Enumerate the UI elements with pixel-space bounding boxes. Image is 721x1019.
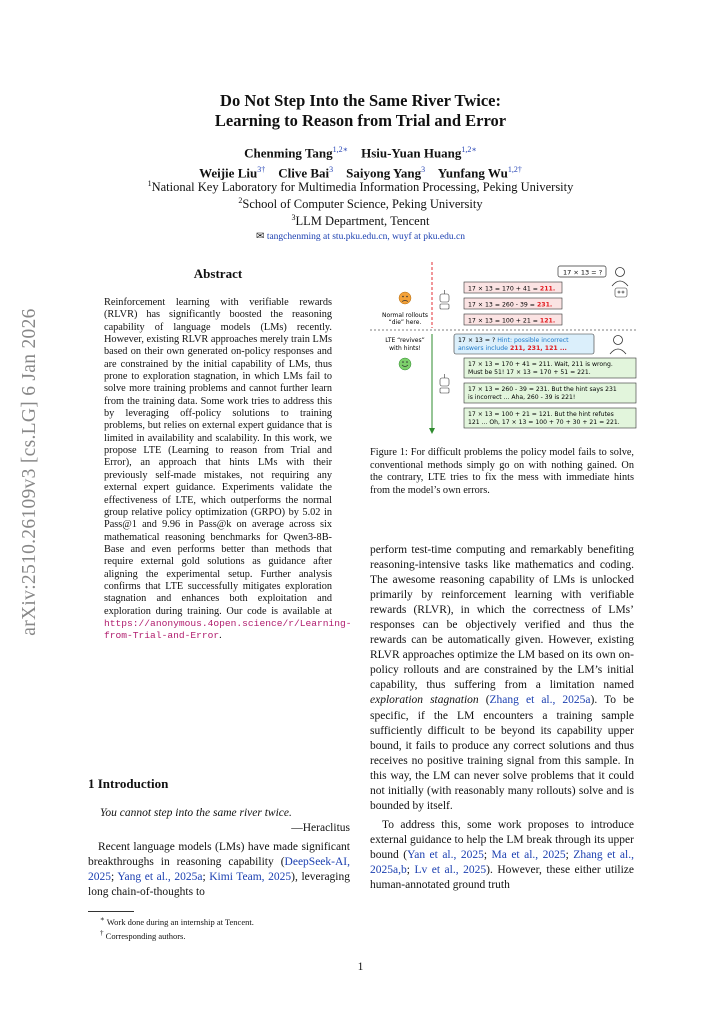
revived-rollouts [464, 358, 636, 428]
normal-label-1: Normal rollouts [382, 312, 428, 319]
question-text: 17 × 13 = ? [563, 268, 603, 277]
author-sup: 3 [329, 165, 334, 175]
affiliation-3 [0, 210, 721, 229]
arxiv-id: arXiv:2510.26109v3 [cs.LG] 6 Jan 2026 [19, 308, 40, 636]
figure-caption: Figure 1: For difficult problems the policy model fails to solve, conventional methods simply go on with nothing gained. On the contrary, LTE tries to fix the mess with immediate hints from the model’s own errors. [370, 447, 634, 496]
svg-text:17 × 13 = 100 + 21 = 121. But: 17 × 13 = 100 + 21 = 121. But the hint refutes [468, 411, 614, 418]
section-heading: 1 Introduction [88, 776, 169, 791]
intro-text: ), leveraging long chain-of-thoughts to [88, 871, 351, 898]
citation-link[interactable]: DeepSeek-AI, 2025 [88, 856, 350, 883]
epigraph [88, 806, 350, 836]
title-line-1: Do Not Step Into the Same River Twice: [220, 91, 501, 110]
abstract-body: Reinforcement learning with verifiable rewards (RLVR) has significantly boosted the reasoning capability of language models (LMs) recently. However, existing RLVR approaches merely train LMs based on their own generated on-policy responses and are constrained by the initial capability of LMs, thus prone to exploration stagnation, in which LMs fail to solve more training problems and cannot further learn from the training data. Some work tries to address this by leveraging off-policy solutions to training problems, but relies on external expert guidance that is limited in availability and scalability. In this work, we propose LTE (Learning to reason from Trial and Error), an approach that hints LMs with their previously self-made mistakes, not requiring any external expert guidance. Experiments validate the effectiveness of LTE, which outperforms the normal group relative policy optimization (GRPO) by 5.02 in Pass@1 and 9.96 in Pass@k on average across six mathematical reasoning benchmarks for Qwen3-8B-Base and even performs better than methods that require external gold solutions as guidance after aligning the experimental setup. Further analysis confirms that LTE successfully mitigates exploration stagnation and enhances both exploitation and exploration during training. Our code is available at https://anonymous.4open.science/r/Learning-from-Trial-and-Error. [104, 297, 352, 642]
affiliation-text: National Key Laboratory for Multimedia Information Processing, Peking University [151, 180, 574, 195]
arxiv-sidebar [8, 262, 52, 682]
author-name: Saiyong Yang [346, 165, 422, 181]
author-name: Chenming Tang [244, 145, 333, 161]
epigraph-text: You cannot step into the same river twice. [100, 807, 292, 819]
citation-link[interactable]: Lv et al., 2025 [414, 863, 487, 876]
affiliation-text: School of Computer Science, Peking University [242, 197, 483, 212]
author-name: Hsiu-Yuan Huang [361, 145, 462, 161]
epigraph-author: —Heraclitus [291, 822, 350, 834]
abstract-heading: Abstract [193, 266, 243, 281]
citation-link[interactable]: Yang et al., 2025a [117, 871, 203, 883]
intro-text: perform test-time computing and remarkably benefiting reasoning-intensive tasks like mathematics and coding. The awesome reasoning capability of LMs is unlocked primarily by reinforcement learning with verifiable rewards (RLVR), in which the correctness of LMs’ responses can be objectively verified and thus the rewards can be automatically given. However, existing RLVR approaches optimize the LM based on its own on-policy rollouts and are constrained by the LM’s initial capability, thus suffering from a limitation named [370, 544, 634, 692]
author-row-1 [0, 141, 721, 161]
footnote-2: Corresponding authors. [105, 930, 186, 941]
svg-text:17 × 13 = 170 + 41 = 211. Wait: 17 × 13 = 170 + 41 = 211. Wait, 211 is wrong. [468, 361, 613, 368]
happy-face-icon [399, 358, 411, 370]
author-sup: 1,2∗ [332, 145, 349, 154]
intro-right-p1: perform test-time computing and remarkably benefiting reasoning-intensive tasks like mathematics and coding. The awesome reasoning capability of LMs is unlocked primarily by reinforcement learning with verifiable rewards (RLVR), in which the correctness of LMs’ responses can be objectively verified and thus the rewards can be automatically given. However, existing RLVR approaches optimize the LM based on its own on-policy rollouts and are constrained by the LM’s initial capability, thus suffering from a limitation named exploration stagnation (Zhang et al., 2025a). To be specific, if the LM encounters a training sample sufficiently difficult to be beyond its capability upper bound, it fails to produce any correct solutions and thus receives no positive training signal from this sample. In this way, the LM can never solve problems that it could not initially (with reasonably many rollouts) solve and is bounded by itself. [370, 544, 634, 812]
footnote-1: Work done during an internship at Tencent. [106, 916, 254, 927]
affiliation-text: LLM Department, Tencent [295, 214, 430, 229]
svg-text:17 × 13 = 170 + 41 = 211.: 17 × 13 = 170 + 41 = 211. [468, 285, 556, 293]
author-name: Clive Bai [278, 165, 330, 181]
robot-icon [440, 290, 449, 309]
author-name: Weijie Liu [199, 165, 258, 181]
svg-text:Must be 51! 17 × 13 = 170 + 51: Must be 51! 17 × 13 = 170 + 51 = 221. [468, 369, 591, 376]
citation-link[interactable]: Zhang et al., 2025a,b [370, 848, 634, 876]
hint-bubble [454, 334, 594, 354]
svg-text:17 × 13 = 260 - 39 = 231. But: 17 × 13 = 260 - 39 = 231. But the hint says 231 [468, 386, 617, 393]
citation-link[interactable]: Kimi Team, 2025 [209, 871, 292, 883]
intro-text: Recent language models (LMs) have made significant breakthroughs in reasoning capability ( [88, 841, 350, 868]
page-number: 1 [357, 961, 364, 973]
intro-text: ). To be specific, if the LM encounters a training sample sufficiently difficult to be beyond its capability upper bound, it fails to produce any correct solutions and thus receives no positive training signal from this sample. In this way, the LM can never solve problems that it could not initially (with reasonably many rollouts) solve and is bounded by itself. [370, 694, 634, 812]
citation-link[interactable]: Ma et al., 2025 [491, 848, 566, 861]
envelope-icon: ✉ [256, 231, 265, 242]
svg-text:17 × 13 = 260 - 39 = 231.: 17 × 13 = 260 - 39 = 231. [468, 301, 553, 309]
intro-emphasis: exploration stagnation [370, 694, 479, 707]
citation-link[interactable]: Yan et al., 2025 [407, 848, 484, 861]
code-link[interactable]: https://anonymous.4open.science/r/Learning-from-Trial-and-Error [104, 617, 352, 642]
robot-icon [440, 374, 449, 393]
abstract-text: Reinforcement learning with verifiable rewards (RLVR) has significantly boosted the reasoning capability of language models (LMs) recently. However, existing RLVR approaches merely train LMs based on their own generated on-policy responses and are constrained by the initial capability of LMs, thus prone to exploration stagnation, in which LMs fail to solve more training problems and cannot further learn from the training data. Some work tries to address this by leveraging off-policy solutions to training problems, but relies on external expert guidance that is limited in availability and scalability. In this work, we propose LTE (Learning to reason from Trial and Error), an approach that hints LMs with their previously self-made mistakes, not requiring any external expert guidance. Experiments validate the effectiveness of LTE, which outperforms the normal group relative policy optimization (GRPO) by 5.02 in Pass@1 and 9.96 in Pass@k on average across six mathematical reasoning benchmarks for Qwen3-8B-Base and even performs better than methods that require external gold solutions as guidance after aligning the experimental setup. Further analysis confirms that LTE successfully mitigates exploration stagnation and enhances both exploitation and exploration during training. Our code is available at [104, 297, 332, 617]
author-sup: 1,2∗ [461, 145, 477, 154]
lte-label-2: with hints! [389, 345, 421, 352]
paper-title [0, 91, 721, 131]
robot-icon [615, 288, 627, 297]
intro-text: ). However, these either utilize human-annotated ground truth [370, 863, 634, 892]
email-link[interactable]: tangchenming at stu.pku.edu.cn, wuyf at pku.edu.cn [266, 232, 465, 242]
footnote-rule [88, 911, 134, 912]
intro-text: To address this, some work proposes to introduce external guidance to help the LM break through its upper bound ( [370, 818, 634, 861]
user-icon [610, 336, 626, 355]
author-sup: 3† [257, 165, 266, 175]
figure-1-diagram [370, 260, 638, 438]
failed-rollouts [464, 282, 562, 325]
svg-text:121 ... Oh, 17 × 13 = 100 + 70: 121 ... Oh, 17 × 13 = 100 + 70 + 30 + 21 = 221. [468, 419, 620, 426]
svg-text:17 × 13 = ? Hint: possible inc: 17 × 13 = ? Hint: possible incorrect [458, 337, 569, 344]
affiliation-sup: 1 [147, 179, 152, 188]
intro-paragraph-left: Recent language models (LMs) have made significant breakthroughs in reasoning capability (DeepSeek-AI, 2025; Yang et al., 2025a; Kimi Team, 2025), leveraging long chain-of-thoughts to [88, 841, 351, 898]
title-line-2: Learning to Reason from Trial and Error [214, 111, 507, 130]
footnotes: ∗ Work done during an internship at Tencent. † Corresponding authors. [100, 915, 254, 941]
svg-text:17 × 13 = 100 + 21 = 121.: 17 × 13 = 100 + 21 = 121. [468, 317, 556, 325]
svg-text:answers include 211, 231, 121: answers include 211, 231, 121 ... [458, 345, 567, 352]
lte-label-1: LTE “revives” [385, 337, 425, 344]
author-sup: 1,2† [507, 165, 522, 175]
figure-1 [370, 260, 638, 438]
author-name: Yunfang Wu [437, 165, 508, 181]
affiliation-sup: 3 [291, 213, 296, 222]
sad-face-icon [399, 292, 411, 304]
intro-paragraph-right [370, 543, 634, 893]
citation-link[interactable]: Zhang et al., 2025a [489, 694, 591, 707]
author-sup: 3 [421, 165, 426, 175]
svg-text:is incorrect ... Aha, 260 - 39: is incorrect ... Aha, 260 - 39 is 221! [468, 394, 576, 401]
user-icon [612, 268, 628, 287]
affiliation-sup: 2 [238, 196, 243, 205]
intro-right-p2: To address this, some work proposes to introduce external guidance to help the LM break through its upper bound (Yan et al., 2025; Ma et al., 2025; Zhang et al., 2025a,b; Lv et al., 2025). However, these either utilize human-annotated ground truth [370, 818, 634, 892]
email-line [0, 231, 721, 242]
normal-label-2: “die” here. [388, 319, 422, 326]
